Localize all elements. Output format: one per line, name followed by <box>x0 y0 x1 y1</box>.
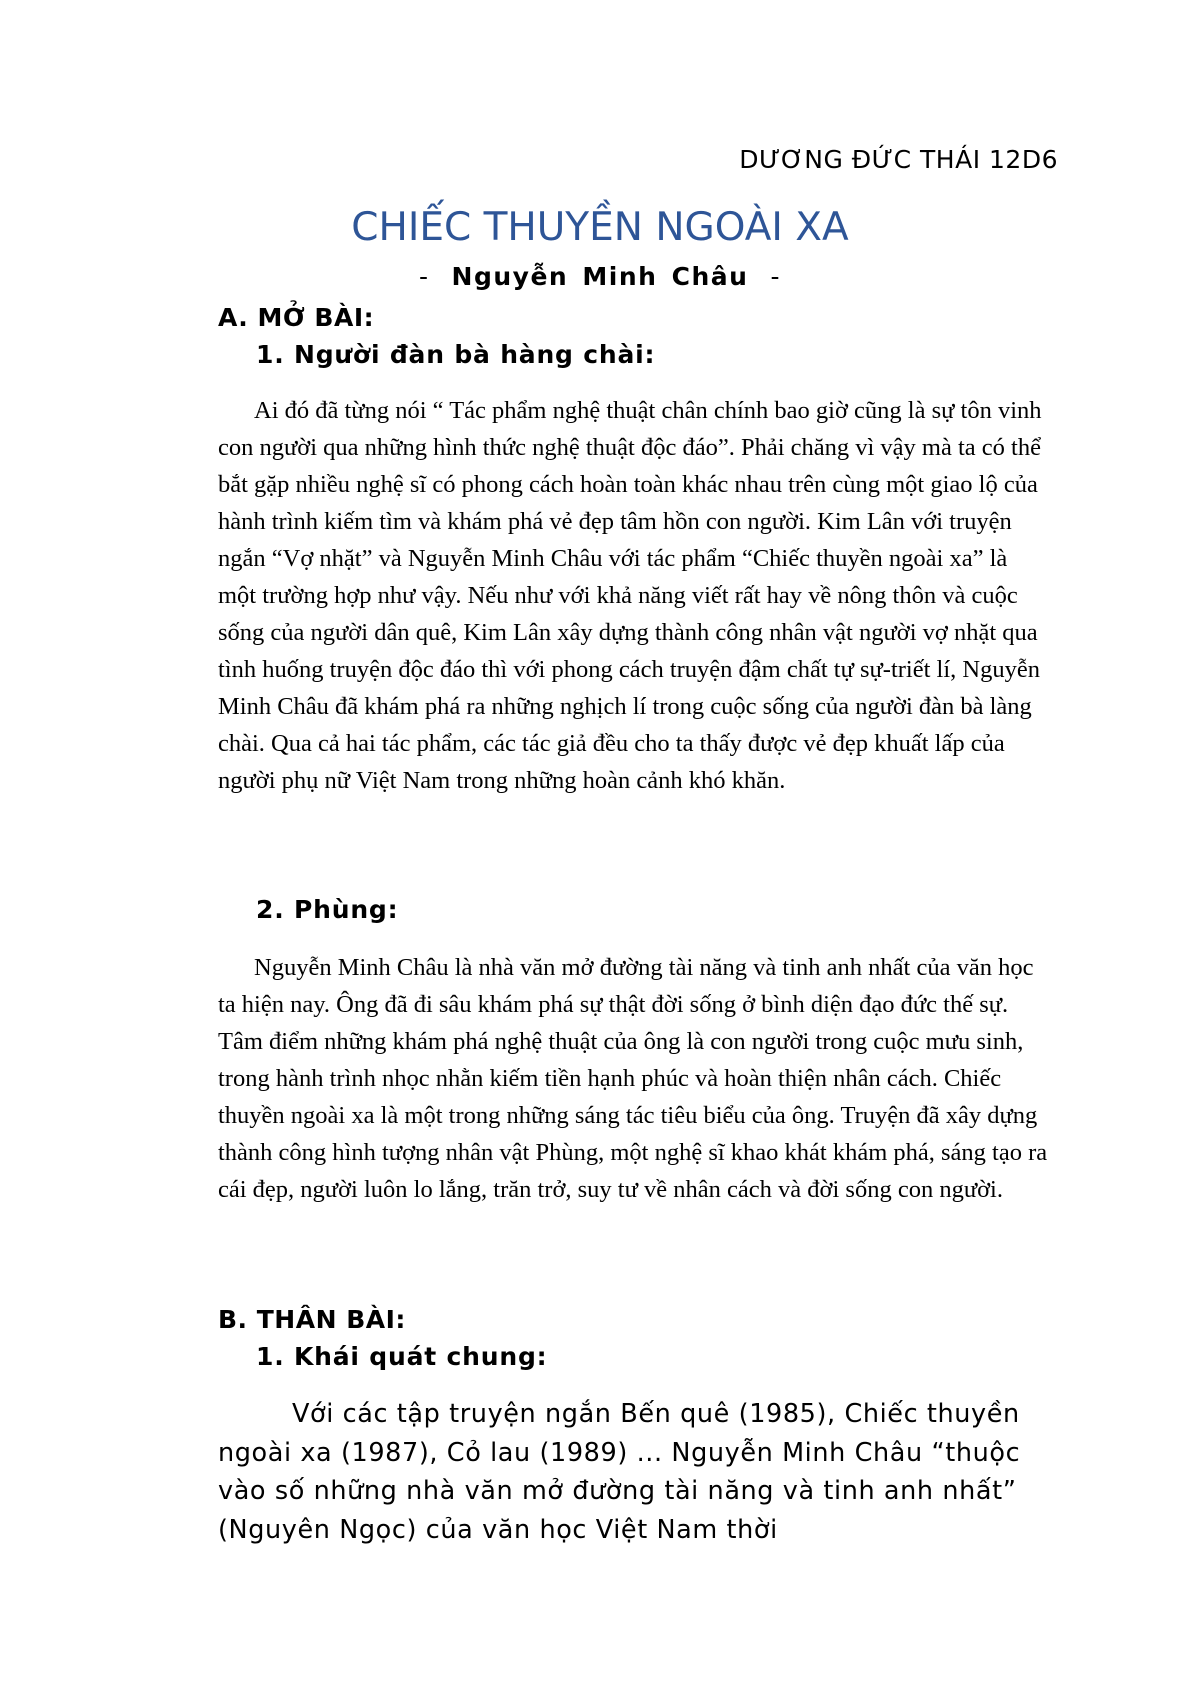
section-a-sub1-heading: 1. Người đàn bà hàng chài: <box>256 340 656 369</box>
section-b-sub1-paragraph: Với các tập truyện ngắn Bến quê (1985), Chiếc thuyền ngoài xa (1987), Cỏ lau (1989) ... Nguyễn Minh Châu “thuộc vào số những nhà văn mở đường tài năng và tinh anh nhất” (Nguyên Ngọc) của văn học Việt Nam thời <box>218 1399 1021 1545</box>
section-a-heading: A. MỞ BÀI: <box>218 303 375 332</box>
section-a-sub1-paragraph: Ai đó đã từng nói “ Tác phẩm nghệ thuật chân chính bao giờ cũng là sự tôn vinh con người qua những hình thức nghệ thuật độc đáo”. Phải chăng vì vậy mà ta có thể bắt gặp nhiều nghệ sĩ có phong cách hoàn toàn khác nhau trên cùng một giao lộ của hành trình kiếm tìm và khám phá vẻ đẹp tâm hồn con người. Kim Lân với truyện ngắn “Vợ nhặt” và Nguyễn Minh Châu với tác phẩm “Chiếc thuyền ngoài xa” là một trường hợp như vậy. Nếu như với khả năng viết rất hay về nông thôn và cuộc sống của người dân quê, Kim Lân xây dựng thành công nhân vật người vợ nhặt qua tình huống truyện độc đáo thì với phong cách truyện đậm chất tự sự-triết lí, Nguyễn Minh Châu đã khám phá ra những nghịch lí trong cuộc sống của người đàn bà làng chài. Qua cả hai tác phẩm, các tác giả đều cho ta thấy được vẻ đẹp khuất lấp của người phụ nữ Việt Nam trong những hoàn cảnh khó khăn. <box>218 397 1042 794</box>
author-class-line: DƯƠNG ĐỨC THÁI 12D6 <box>739 145 1058 174</box>
section-b-heading: B. THÂN BÀI: <box>218 1305 406 1334</box>
section-b-sub1-heading: 1. Khái quát chung: <box>256 1342 548 1371</box>
document-subtitle <box>0 262 1200 291</box>
subtitle-author: Nguyễn Minh Châu <box>451 262 749 291</box>
document-title: CHIẾC THUYỀN NGOÀI XA <box>351 205 849 250</box>
section-a-sub2-heading: 2. Phùng: <box>256 895 399 924</box>
section-a-sub2-paragraph: Nguyễn Minh Châu là nhà văn mở đường tài năng và tinh anh nhất của văn học ta hiện nay. Ông đã đi sâu khám phá sự thật đời sống ở bình diện đạo đức thế sự. Tâm điểm những khám phá nghệ thuật của ông là con người trong cuộc mưu sinh, trong hành trình nhọc nhằn kiếm tiền hạnh phúc và hoàn thiện nhân cách. Chiếc thuyền ngoài xa là một trong những sáng tác tiêu biểu của ông. Truyện đã xây dựng thành công hình tượng nhân vật Phùng, một nghệ sĩ khao khát khám phá, sáng tạo ra cái đẹp, người luôn lo lắng, trăn trở, suy tư về nhân cách và đời sống con người. <box>218 954 1048 1203</box>
subtitle-dash-right: - <box>770 262 781 291</box>
subtitle-dash-left: - <box>419 262 430 291</box>
